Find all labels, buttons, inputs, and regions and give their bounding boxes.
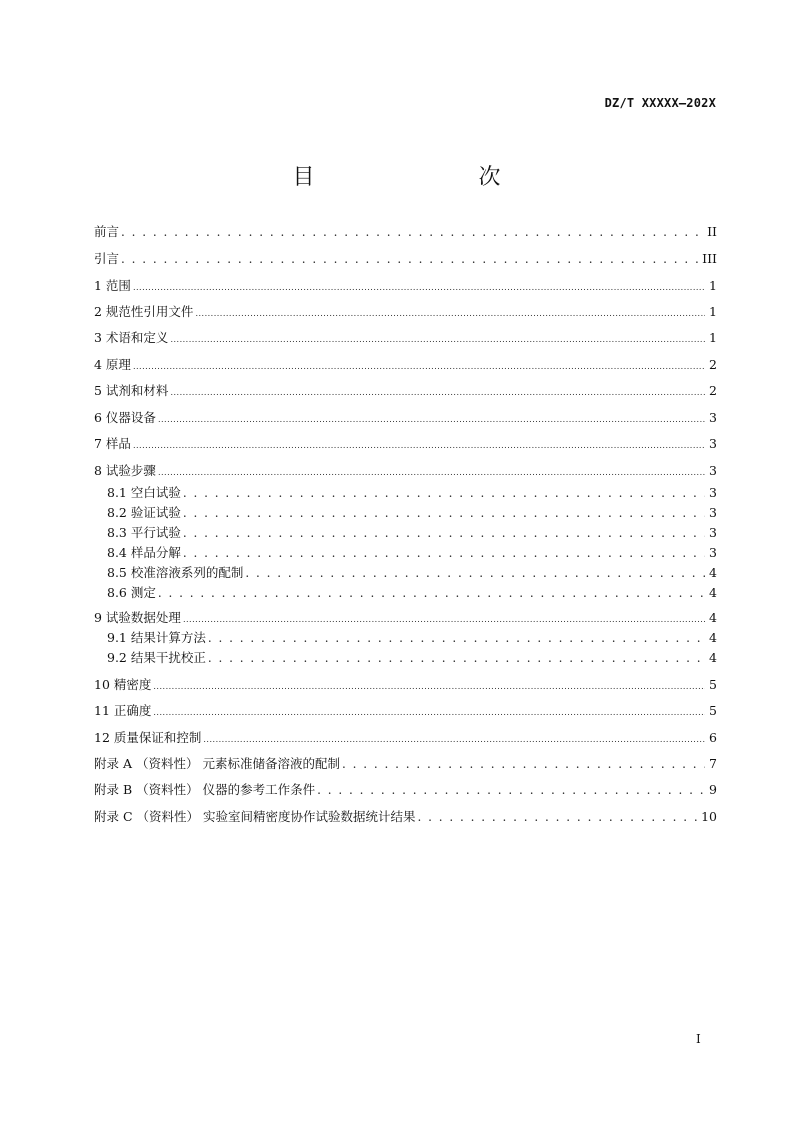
toc-entry-page: 3 bbox=[709, 525, 717, 540]
toc-entry-page: II bbox=[707, 224, 717, 239]
toc-entry[interactable] bbox=[94, 728, 717, 746]
toc-dot-leader bbox=[153, 677, 705, 692]
toc-entry-page: 4 bbox=[709, 610, 717, 625]
toc-entry-label: 8.2 验证试验 bbox=[107, 505, 181, 520]
toc-dot-leader bbox=[183, 505, 705, 520]
toc-dot-leader bbox=[170, 330, 705, 345]
toc-entry-page: 4 bbox=[709, 585, 717, 600]
toc-entry-page: 5 bbox=[709, 677, 717, 692]
toc-entry[interactable] bbox=[107, 563, 717, 581]
toc-dot-leader bbox=[203, 730, 705, 745]
toc-entry-page: 1 bbox=[709, 278, 717, 293]
toc-dot-leader bbox=[317, 782, 705, 797]
toc-entry-page: 9 bbox=[709, 782, 717, 797]
toc-entry-page: 4 bbox=[709, 650, 717, 665]
toc-dot-leader bbox=[342, 756, 705, 771]
toc-entry[interactable] bbox=[107, 503, 717, 521]
toc-entry[interactable] bbox=[94, 408, 717, 426]
toc-dot-leader bbox=[153, 703, 705, 718]
toc-entry-label: 1 范围 bbox=[94, 278, 131, 293]
toc-entry[interactable] bbox=[94, 780, 717, 798]
toc-dot-leader bbox=[133, 357, 705, 372]
toc-entry-page: 6 bbox=[709, 730, 717, 745]
toc-entry-page: 3 bbox=[709, 545, 717, 560]
toc-entry[interactable] bbox=[107, 648, 717, 666]
toc-dot-leader bbox=[245, 565, 705, 580]
toc-entry-label: 9.2 结果干扰校正 bbox=[107, 650, 206, 665]
document-code: DZ/T XXXXX—202X bbox=[604, 96, 716, 110]
toc-dot-leader bbox=[418, 809, 698, 824]
page-number: I bbox=[696, 1032, 701, 1046]
toc-dot-leader bbox=[208, 650, 705, 665]
toc-entry[interactable] bbox=[94, 222, 717, 240]
toc-entry-label: 12 质量保证和控制 bbox=[94, 730, 202, 745]
toc-entry[interactable] bbox=[94, 434, 717, 452]
toc-entry[interactable] bbox=[94, 461, 717, 479]
toc-entry-label: 8.1 空白试验 bbox=[107, 485, 181, 500]
toc-entry-page: 1 bbox=[709, 330, 717, 345]
toc-entry-label: 3 术语和定义 bbox=[94, 330, 169, 345]
toc-entry-label: 10 精密度 bbox=[94, 677, 152, 692]
toc-entry-page: 3 bbox=[709, 505, 717, 520]
toc-entry[interactable] bbox=[94, 355, 717, 373]
toc-dot-leader bbox=[183, 610, 705, 625]
toc-entry-page: 2 bbox=[709, 357, 717, 372]
toc-entry[interactable] bbox=[107, 543, 717, 561]
toc-dot-leader bbox=[195, 304, 705, 319]
toc-entry-label: 8.5 校准溶液系列的配制 bbox=[107, 565, 244, 580]
toc-entry[interactable] bbox=[107, 523, 717, 541]
toc-entry-label: 8.4 样品分解 bbox=[107, 545, 181, 560]
toc-entry-page: 10 bbox=[701, 809, 717, 824]
toc-dot-leader bbox=[121, 224, 703, 239]
toc-entry-page: 3 bbox=[709, 436, 717, 451]
page-title: 目 次 bbox=[292, 165, 541, 190]
toc-entry-page: 3 bbox=[709, 410, 717, 425]
toc-dot-leader bbox=[133, 436, 705, 451]
toc-entry-label: 5 试剂和材料 bbox=[94, 383, 169, 398]
toc-entry-page: 3 bbox=[709, 463, 717, 478]
toc-entry-label: 8.6 测定 bbox=[107, 585, 156, 600]
toc-entry-label: 9.1 结果计算方法 bbox=[107, 630, 206, 645]
toc-entry[interactable] bbox=[107, 483, 717, 501]
toc-entry-label: 附录 B （资料性） 仪器的参考工作条件 bbox=[94, 782, 316, 797]
toc-dot-leader bbox=[183, 545, 705, 560]
toc-entry[interactable] bbox=[94, 807, 717, 825]
toc-entry-page: 1 bbox=[709, 304, 717, 319]
toc-dot-leader bbox=[170, 383, 705, 398]
toc-entry-page: 4 bbox=[709, 565, 717, 580]
toc-entry-label: 6 仪器设备 bbox=[94, 410, 156, 425]
toc-entry[interactable] bbox=[107, 628, 717, 646]
toc-dot-leader bbox=[208, 630, 705, 645]
toc-entry-label: 11 正确度 bbox=[94, 703, 152, 718]
toc-entry-label: 9 试验数据处理 bbox=[94, 610, 181, 625]
toc-entry-label: 附录 C （资料性） 实验室间精密度协作试验数据统计结果 bbox=[94, 809, 416, 824]
toc-entry[interactable] bbox=[94, 381, 717, 399]
toc-entry[interactable] bbox=[107, 583, 717, 601]
toc-entry-label: 8 试验步骤 bbox=[94, 463, 156, 478]
toc-entry-label: 4 原理 bbox=[94, 357, 131, 372]
toc-entry[interactable] bbox=[94, 701, 717, 719]
toc-entry[interactable] bbox=[94, 608, 717, 626]
toc-dot-leader bbox=[183, 485, 705, 500]
toc-dot-leader bbox=[158, 410, 705, 425]
toc-dot-leader bbox=[133, 278, 705, 293]
toc-dot-leader bbox=[158, 463, 705, 478]
toc-entry[interactable] bbox=[94, 675, 717, 693]
toc-dot-leader bbox=[121, 251, 698, 266]
toc-entry-label: 附录 A （资料性） 元素标准储备溶液的配制 bbox=[94, 756, 340, 771]
toc-entry[interactable] bbox=[94, 302, 717, 320]
toc-entry[interactable] bbox=[94, 276, 717, 294]
toc-entry-page: 4 bbox=[709, 630, 717, 645]
toc-entry[interactable] bbox=[94, 328, 717, 346]
toc-entry-label: 前言 bbox=[94, 224, 120, 239]
toc-entry-label: 2 规范性引用文件 bbox=[94, 304, 194, 319]
toc-entry-page: III bbox=[702, 251, 717, 266]
toc-entry-page: 7 bbox=[709, 756, 717, 771]
toc-entry-page: 5 bbox=[709, 703, 717, 718]
toc-entry[interactable] bbox=[94, 249, 717, 267]
toc-entry-page: 2 bbox=[709, 383, 717, 398]
toc-entry-page: 3 bbox=[709, 485, 717, 500]
toc-dot-leader bbox=[158, 585, 705, 600]
toc-entry-label: 8.3 平行试验 bbox=[107, 525, 181, 540]
toc-dot-leader bbox=[183, 525, 705, 540]
toc-entry-label: 7 样品 bbox=[94, 436, 131, 451]
toc-entry[interactable] bbox=[94, 754, 717, 772]
toc-entry-label: 引言 bbox=[94, 251, 120, 266]
